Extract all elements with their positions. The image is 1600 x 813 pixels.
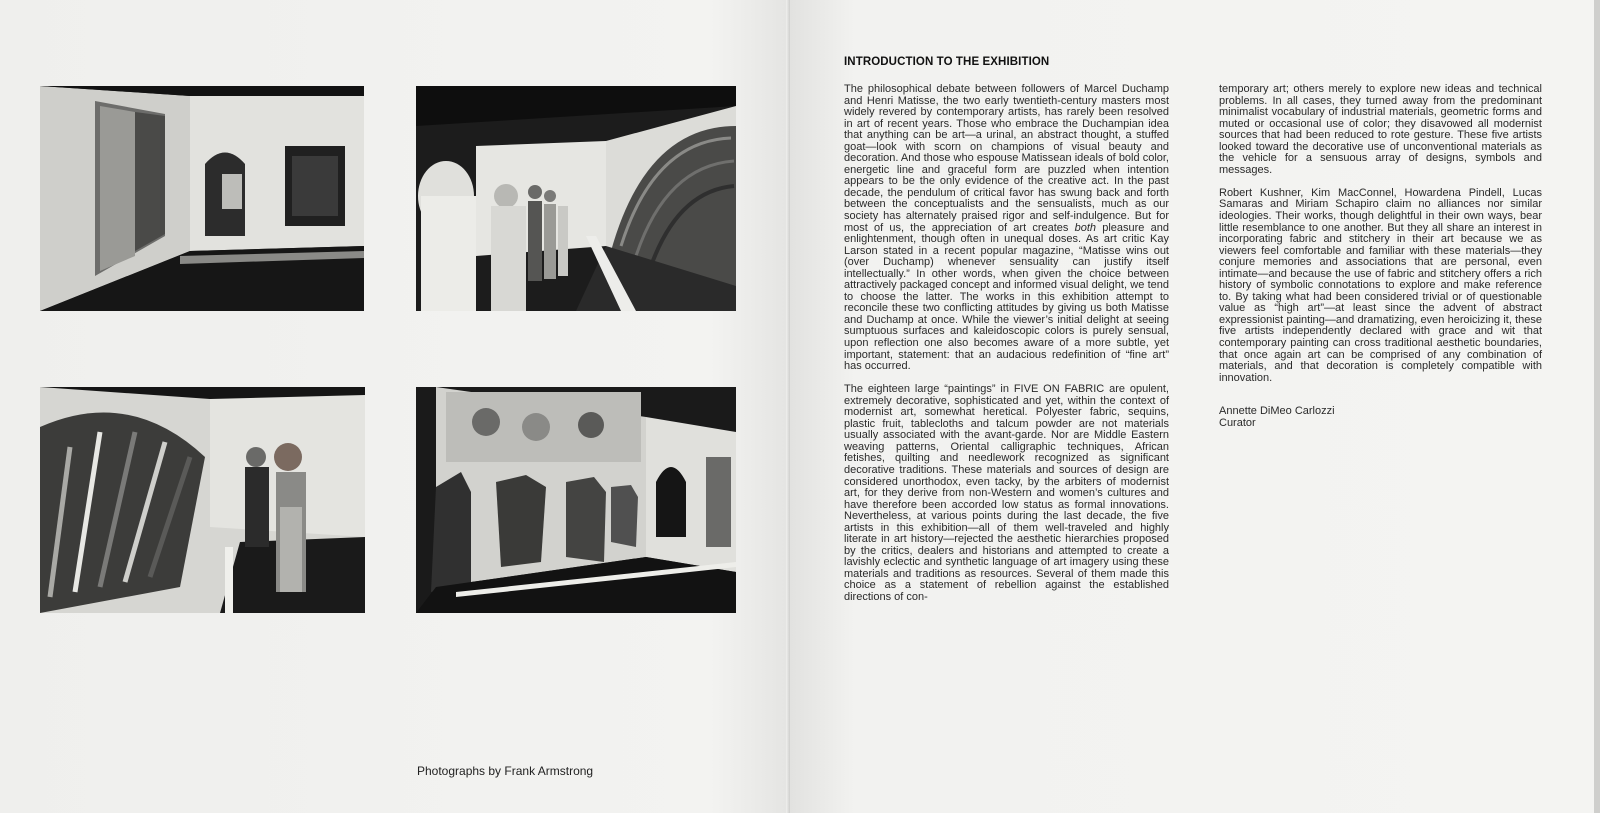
section-heading: INTRODUCTION TO THE EXHIBITION xyxy=(844,56,1050,68)
text-column-right xyxy=(1219,84,1542,441)
intro-paragraph-3: temporary art; others merely to explore new ideas and technical problems. In all cases, they turned away from the predominant minimalist vocabulary of industrial materials, geometric forms and muted or occasional use of color; they disavowed all modernist sources that had been reduced to rote gesture. These five artists looked toward the decorative use of unconventional materials as the vehicle for a sensuous array of designs, symbols and messages. xyxy=(1219,83,1542,176)
curator-name: Annette DiMeo Carlozzi xyxy=(1219,405,1335,418)
intro-paragraph-1: The philosophical debate between followers of Marcel Duchamp and Henri Matisse, the two early twentieth-century masters most widely revered by contemporary artists, has rarely been resolved in art of recent years. Those who embrace the Duchampian idea that anything can be art—a urinal, an abstract thought, a stuffed goat—look with scorn on champions of visual beauty and decoration. And those who espouse Matissean ideals of bold color, energetic line and graceful form are puzzled when intention appears to be the only evidence of the creative act. In the past decade, the pendulum of critical favor has swung back and forth between the conceptualists and the sensualists, much as our society has alternately praised rigor and self-indulgence. But for most of us, the appreciation of art creates both pleasure and enlightenment, though often in unequal doses. As art critic Kay Larson stated in a recent popular magazine, “Matisse wins out (over Duchamp) whenever sensuality can justify itself intellectually.” In other words, when given the choice between attractively packaged concept and informed visual delight, we tend to choose the latter. The works in this exhibition attempt to reconcile these two conflicting attitudes by giving us both Matisse and Duchamp at once. While the viewer’s initial delight at seeing sumptuous surfaces and kaleidoscopic colors is purely sensual, upon reflection one also becomes aware of a more subtle, yet important, statement: that an audacious redefinition of “fine art” has occurred. xyxy=(844,83,1169,373)
photo-credit: Photographs by Frank Armstrong xyxy=(417,764,594,778)
photo-visitors-fan xyxy=(416,86,736,311)
curator-title: Curator xyxy=(1219,416,1256,429)
intro-paragraph-4: Robert Kushner, Kim MacConnel, Howardena Pindell, Lucas Samaras and Miriam Schapiro claim no alliances nor similar ideologies. Their works, though delightful in their own ways, bear little resemblance to one another. But they all share an interest in incorporating fabric and stitchery in their art because we as viewers feel comfortable and familiar with these materials—they conjure memories and associations that are personal, even intimate—and because the use of fabric and stitchery offers a rich history of symbolic connotations to explore and make reference to. By taking what had been considered trivial or of questionable value as “high art”—at least since the advent of abstract expressionist painting—and dramatizing, even heroicizing it, these five artists independently declared with grace and wit that contemporary painting can cross traditional aesthetic boundaries, that once again art can be comprised of any combination of materials, and that decoration is completely compatible with innovation. xyxy=(1219,186,1542,384)
text-column-left xyxy=(844,84,1169,615)
photo-garments-wall xyxy=(416,387,736,613)
photo-gallery-archway xyxy=(40,86,364,311)
photo-woman-fan xyxy=(40,387,365,613)
signature xyxy=(1219,406,1542,429)
intro-paragraph-2: The eighteen large “paintings” in FIVE ON FABRIC are opulent, extremely decorative, sophisticated and yet, within the context of modernist art, somewhat heretical. Polyester fabric, sequins, plastic fruit, tablecloths and talcum powder are not materials usually associated with the avant-garde. Nor are Middle Eastern weaving patterns, Oriental calligraphic techniques, African fetishes, quilting and needlework recognized as significant decorative traditions. These materials and sources of design are considered unorthodox, even tacky, by the arbiters of modernist art, for they derive from non-Western and women’s cultures and have therefore been accorded low status as formal innovations. Nevertheless, at various points during the last decade, the five artists in this exhibition—all of them well-traveled and highly literate in art history—rejected the aesthetic hierarchies proposed by the critics, dealers and historians and attempted to create a lavishly eclectic and synthetic language of art imagery using these materials and traditions as resources. Several of them made this choice as a statement of rebellion against the established directions of con- xyxy=(844,383,1169,604)
page-edge xyxy=(1594,0,1600,813)
left-page xyxy=(0,0,790,813)
